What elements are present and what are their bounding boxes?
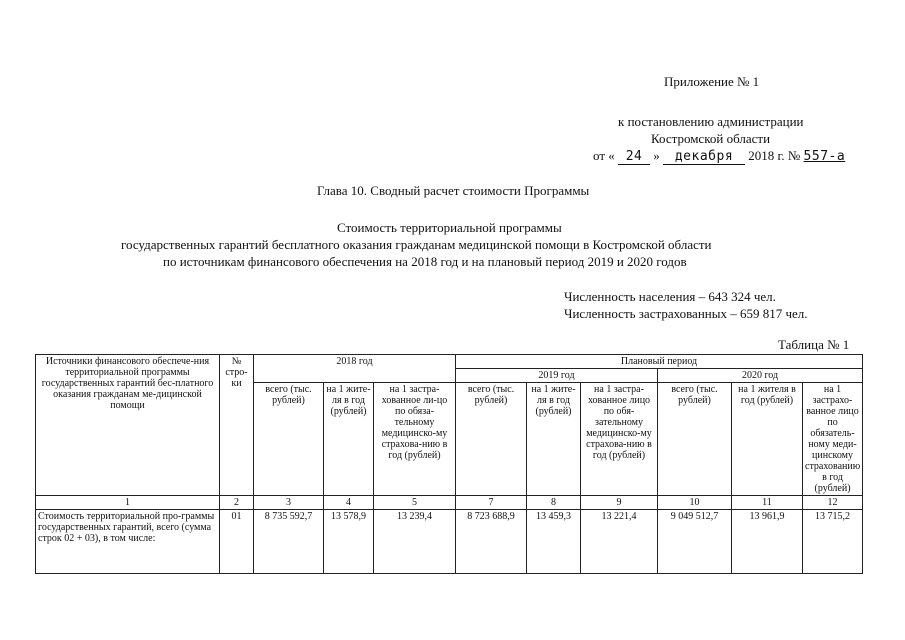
column-number: 2 (220, 496, 254, 510)
header-year-2018: 2018 год (254, 355, 456, 383)
header-per-insured-2018: на 1 застра-хованное ли-цо по обяза-тельному медицинско-му страхова-нию в год (рублей) (374, 383, 456, 496)
header-total-2019: всего (тыс. рублей) (456, 383, 527, 496)
value-total-2018: 8 735 592,7 (254, 510, 324, 574)
column-number: 5 (374, 496, 456, 510)
column-number: 9 (581, 496, 658, 510)
column-number: 12 (803, 496, 863, 510)
header-total-2020: всего (тыс. рублей) (658, 383, 732, 496)
resolution-date (593, 148, 845, 165)
appendix-title: Приложение № 1 (664, 74, 760, 89)
value-total-2020: 9 049 512,7 (658, 510, 732, 574)
table-row (36, 510, 863, 574)
header-per-insured-2020: на 1 застрахо-ванное лицо по обязатель-ному меди-цинскому страхованию в год (рублей) (803, 383, 863, 496)
column-number: 8 (527, 496, 581, 510)
date-day: 24 (618, 150, 650, 165)
value-per-resident-2020: 13 961,9 (732, 510, 803, 574)
resolution-number: 557-а (803, 149, 846, 164)
region-line: Костромской области (651, 131, 771, 146)
header-year-2020: 2020 год (658, 369, 863, 383)
header-row-number: № стро-ки (220, 355, 254, 496)
column-number: 4 (324, 496, 374, 510)
value-per-insured-2018: 13 239,4 (374, 510, 456, 574)
row-label: Стоимость территориальной про-граммы государственных гарантий, всего (сумма строк 02 + 03), в том числе: (36, 510, 220, 574)
date-month: декабря (663, 150, 745, 165)
date-year: 2018 г. № (748, 148, 801, 163)
header-per-resident-2018: на 1 жите-ля в год (рублей) (324, 383, 374, 496)
value-per-insured-2020: 13 715,2 (803, 510, 863, 574)
header-total-2018: всего (тыс. рублей) (254, 383, 324, 496)
chapter-title: Глава 10. Сводный расчет стоимости Программы (317, 183, 590, 198)
subtitle-line-2: государственных гарантий бесплатного оказания гражданам медицинской помощи в Костромской области (121, 237, 712, 252)
column-number: 3 (254, 496, 324, 510)
value-total-2019: 8 723 688,9 (456, 510, 527, 574)
header-per-resident-2019: на 1 жите-ля в год (рублей) (527, 383, 581, 496)
population-insured: Численность застрахованных – 659 817 чел. (564, 306, 808, 321)
row-code: 01 (220, 510, 254, 574)
value-per-insured-2019: 13 221,4 (581, 510, 658, 574)
value-per-resident-2018: 13 578,9 (324, 510, 374, 574)
value-per-resident-2019: 13 459,3 (527, 510, 581, 574)
column-number: 7 (456, 496, 527, 510)
header-per-insured-2019: на 1 застра-хованное лицо по обя-зательному медицинско-му страхова-нию в год (рублей) (581, 383, 658, 496)
date-mid: » (653, 148, 660, 163)
column-number-row (36, 496, 863, 510)
subtitle-line-3: по источникам финансового обеспечения на 2018 год и на плановый период 2019 и 2020 годов (163, 254, 687, 269)
cost-table (35, 354, 863, 574)
date-prefix: от « (593, 148, 615, 163)
header-year-2019: 2019 год (456, 369, 658, 383)
subtitle-line-1: Стоимость территориальной программы (337, 220, 562, 235)
column-number: 11 (732, 496, 803, 510)
column-number: 10 (658, 496, 732, 510)
header-source: Источники финансового обеспече-ния территориальной программы государственных гарантий бес-платного оказания гражданам ме-дицинской помощи (36, 355, 220, 496)
header-planned-period: Плановый период (456, 355, 863, 369)
resolution-line: к постановлению администрации (618, 114, 804, 129)
column-number: 1 (36, 496, 220, 510)
table-label: Таблица № 1 (778, 337, 850, 352)
population-total: Численность населения – 643 324 чел. (564, 289, 776, 304)
header-per-resident-2020: на 1 жителя в год (рублей) (732, 383, 803, 496)
